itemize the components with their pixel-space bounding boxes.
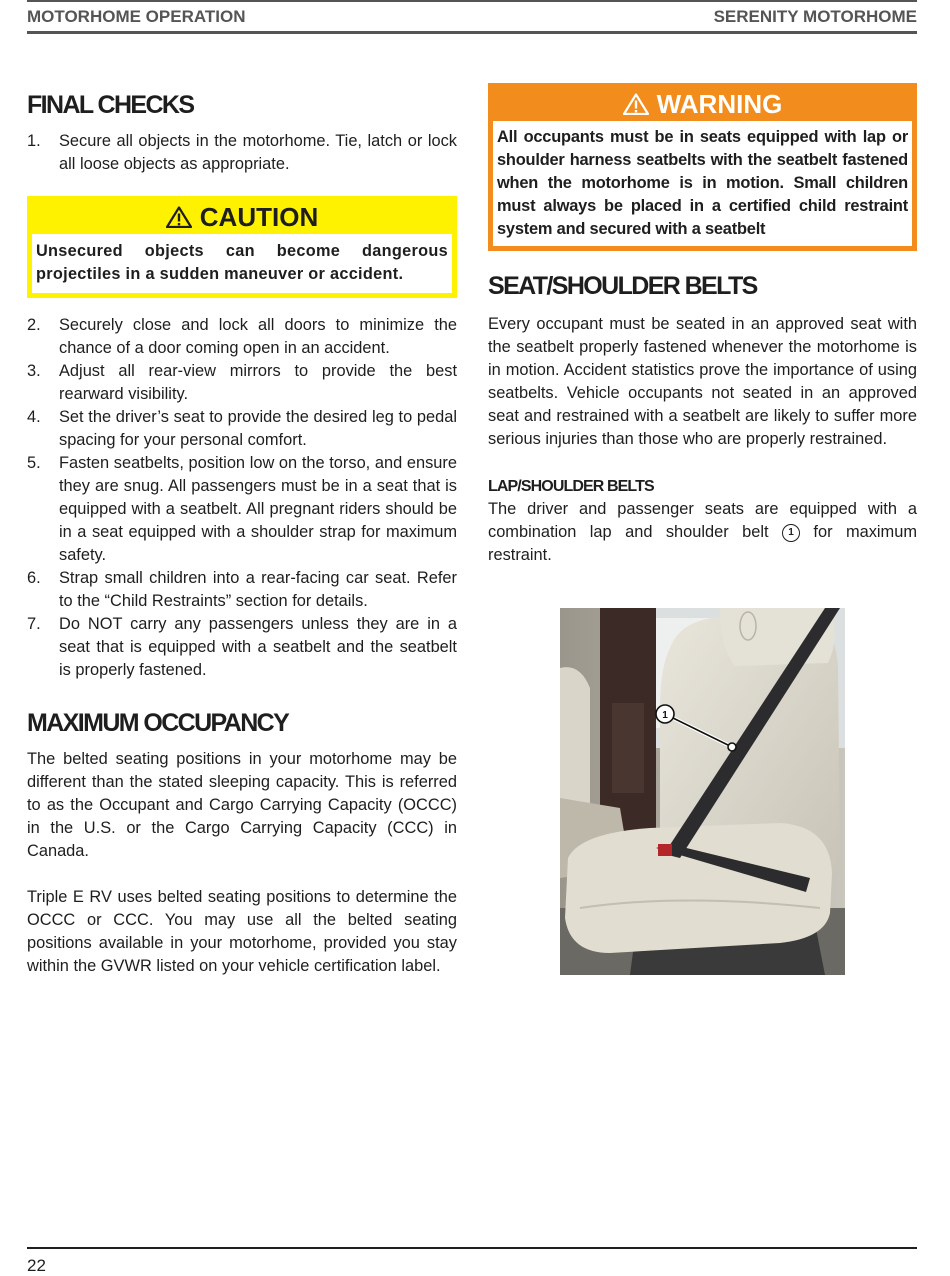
list-item-number: 5. (27, 454, 41, 472)
right-column (488, 83, 917, 567)
list-item-number: 7. (27, 615, 41, 633)
page-number: 22 (27, 1256, 46, 1275)
list-item-text: Fasten seatbelts, position low on the torso, and ensure they are snug. All passengers must be in a seat that is equipped with a seatbelt. All pregnant riders should be in a seat equipped with a shoulder strap for maximum safety. (59, 454, 457, 564)
page-header (27, 0, 917, 34)
list-item-number: 1. (27, 132, 41, 150)
list-item-text: Strap small children into a rear-facing car seat. Refer to the “Child Restraints” section for details. (59, 569, 457, 610)
list-item (27, 130, 457, 176)
list-item (27, 314, 457, 360)
warning-text: All occupants must be in seats equipped with lap or shoulder harness seatbelts with the seatbelt fastened when the motorhome is in motion. Small children must always be placed in a certified child restraint system and secured with a seatbelt (493, 121, 912, 246)
list-item (27, 567, 457, 613)
max-occupancy-para-2: Triple E RV uses belted seating positions to determine the OCCC or CCC. You may use all the belted seating positions available in your motorhome, provided you stay within the GVWR listed on your vehicle certification label. (27, 888, 457, 975)
callout-number: 1 (782, 524, 800, 542)
lap-belts-heading: LAP/SHOULDER BELTS (488, 478, 654, 495)
seat-belt-illustration (560, 608, 845, 975)
header-product-title: SERENITY MOTORHOME (713, 6, 917, 26)
warning-header (493, 87, 912, 121)
caution-header (32, 200, 452, 234)
caution-triangle-icon (166, 206, 192, 228)
list-item (27, 406, 457, 452)
lap-belts-para (488, 498, 917, 567)
header-section-title: MOTORHOME OPERATION (27, 6, 246, 26)
list-item-number: 6. (27, 569, 41, 587)
list-item-text: Do NOT carry any passengers unless they are in a seat that is equipped with a seatbelt and the seatbelt is properly fastened. (59, 615, 457, 679)
footer-rule (27, 1247, 917, 1249)
list-item-number: 3. (27, 362, 41, 380)
warning-triangle-icon (623, 93, 649, 115)
seat-belt-photo (560, 608, 845, 975)
photo-callout-number: 1 (662, 710, 668, 721)
caution-box (27, 196, 457, 298)
warning-box (488, 83, 917, 251)
list-item-text: Secure all objects in the motorhome. Tie, latch or lock all loose objects as appropriate. (59, 132, 457, 173)
caution-text: Unsecured objects can become dangerous projectiles in a sudden maneuver or accident. (32, 234, 452, 293)
warning-label: WARNING (656, 88, 783, 119)
final-checks-list-b (27, 314, 457, 682)
max-occupancy-para-1: The belted seating positions in your motorhome may be different than the stated sleeping capacity. This is referred to as the Occupant and Cargo Carrying Capacity (OCCC) in the U.S. or the Cargo Carrying Capacity (CCC) in Canada. (27, 750, 457, 860)
caution-label: CAUTION (199, 201, 319, 232)
seat-belts-para: Every occupant must be seated in an approved seat with the seatbelt properly fastened whenever the motorhome is in motion. Accident statistics prove the importance of using seatbelts. Vehicle occupants not seated in an approved seat and restrained with a seatbelt are likely to suffer more serious injuries than those who are properly restrained. (488, 315, 917, 448)
seat-belts-heading: SEAT/SHOULDER BELTS (488, 272, 757, 300)
list-item-text: Set the driver’s seat to provide the desired leg to pedal spacing for your personal comfort. (59, 408, 457, 449)
list-item (27, 452, 457, 567)
list-item (27, 360, 457, 406)
left-column (27, 88, 457, 978)
final-checks-heading: FINAL CHECKS (27, 91, 194, 119)
lap-belts-text-before: The driver and passenger seats are equipped with a combination lap and shoulder belt (488, 500, 917, 541)
lap-belts-text-after: for maximum restraint. (488, 523, 917, 564)
max-occupancy-heading: MAXIMUM OCCUPANCY (27, 709, 289, 737)
list-item-number: 2. (27, 316, 41, 334)
list-item (27, 613, 457, 682)
list-item-text: Adjust all rear-view mirrors to provide the best rearward visibility. (59, 362, 457, 403)
list-item-number: 4. (27, 408, 41, 426)
list-item-text: Securely close and lock all doors to minimize the chance of a door coming open in an accident. (59, 316, 457, 357)
final-checks-list-a (27, 130, 457, 176)
